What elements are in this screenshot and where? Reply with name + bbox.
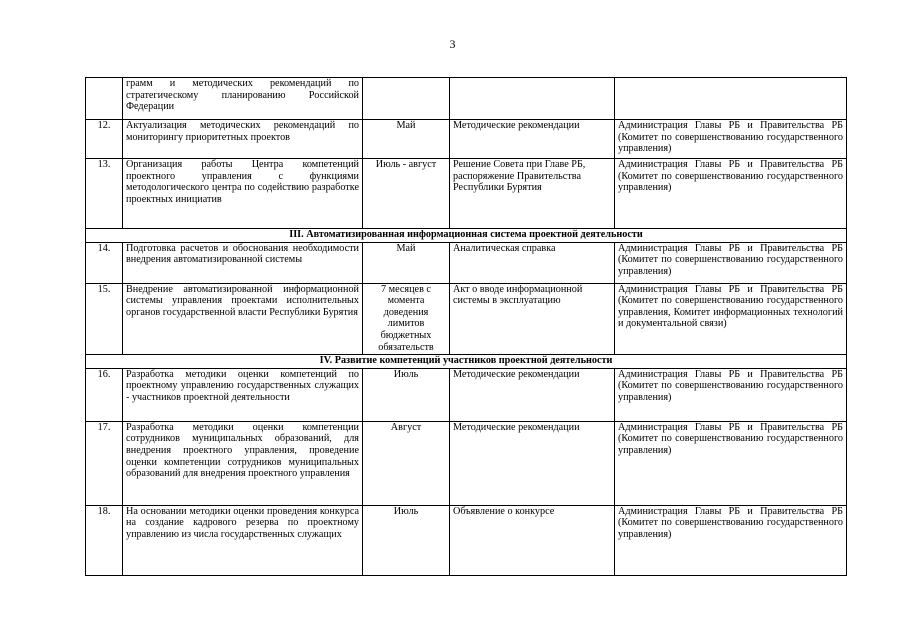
row-number: 15. xyxy=(86,283,123,355)
table-row xyxy=(86,242,847,283)
action-plan-table xyxy=(85,77,847,576)
term-cell: Май xyxy=(363,120,450,159)
row-number: 14. xyxy=(86,242,123,283)
responsible-cell xyxy=(615,78,847,120)
activity-cell: грамм и методических рекомендаций по стратегическому планированию Российской Федерации xyxy=(123,78,363,120)
term-cell xyxy=(363,78,450,120)
term-cell: Август xyxy=(363,421,450,505)
term-cell: Июль xyxy=(363,368,450,421)
row-number: 17. xyxy=(86,421,123,505)
result-cell: Методические рекомендации xyxy=(450,368,615,421)
section-title: III. Автоматизированная информационная система проектной деятельности xyxy=(86,229,847,243)
responsible-cell: Администрация Главы РБ и Правительства РБ (Комитет по совершенствованию государственного управления) xyxy=(615,159,847,229)
activity-cell: Разработка методики оценки компетенций по проектному управлению государственных служащих - участников проектной деятельности xyxy=(123,368,363,421)
term-cell: Май xyxy=(363,242,450,283)
responsible-cell: Администрация Главы РБ и Правительства РБ (Комитет по совершенствованию государственного управления, Комитет информационных технологий и документальной связи) xyxy=(615,283,847,355)
responsible-cell: Администрация Главы РБ и Правительства РБ (Комитет по совершенствованию государственного управления) xyxy=(615,421,847,505)
result-cell: Акт о вводе информационной системы в эксплуатацию xyxy=(450,283,615,355)
result-cell: Аналитическая справка xyxy=(450,242,615,283)
activity-cell: Актуализация методических рекомендаций по мониторингу приоритетных проектов xyxy=(123,120,363,159)
responsible-cell: Администрация Главы РБ и Правительства РБ (Комитет по совершенствованию государственного управления) xyxy=(615,242,847,283)
activity-cell: Организация работы Центра компетенций проектного управления с функциями методологического центра по содействию разработке проектных инициатив xyxy=(123,159,363,229)
table-row xyxy=(86,283,847,355)
row-number: 16. xyxy=(86,368,123,421)
responsible-cell: Администрация Главы РБ и Правительства РБ (Комитет по совершенствованию государственного управления) xyxy=(615,505,847,575)
result-cell: Методические рекомендации xyxy=(450,120,615,159)
table-row xyxy=(86,159,847,229)
section-title: IV. Развитие компетенций участников проектной деятельности xyxy=(86,355,847,369)
table-row xyxy=(86,120,847,159)
term-cell: Июль - август xyxy=(363,159,450,229)
table-row xyxy=(86,421,847,505)
activity-cell: Подготовка расчетов и обоснования необходимости внедрения автоматизированной системы xyxy=(123,242,363,283)
responsible-cell: Администрация Главы РБ и Правительства РБ (Комитет по совершенствованию государственного управления) xyxy=(615,368,847,421)
responsible-cell: Администрация Главы РБ и Правительства РБ (Комитет по совершенствованию государственного управления) xyxy=(615,120,847,159)
activity-cell: Внедрение автоматизированной информационной системы управления проектами исполнительных органов государственной власти Республики Бурятия xyxy=(123,283,363,355)
result-cell: Методические рекомендации xyxy=(450,421,615,505)
result-cell: Объявление о конкурсе xyxy=(450,505,615,575)
row-number: 12. xyxy=(86,120,123,159)
section-header-row xyxy=(86,229,847,243)
term-cell: Июль xyxy=(363,505,450,575)
row-number xyxy=(86,78,123,120)
table-row xyxy=(86,368,847,421)
activity-cell: Разработка методики оценки компетенции сотрудников муниципальных образований, для внедрения проектного управления, проведение оценки компетенции сотрудников муниципальных образований для внедрения проектного управления xyxy=(123,421,363,505)
result-cell: Решение Совета при Главе РБ, распоряжение Правительства Республики Бурятия xyxy=(450,159,615,229)
table-row xyxy=(86,505,847,575)
activity-cell: На основании методики оценки проведения конкурса на создание кадрового резерва по проектному управлению из числа государственных служащих xyxy=(123,505,363,575)
page-number: 3 xyxy=(449,37,456,51)
table-row xyxy=(86,78,847,120)
term-cell: 7 месяцев с момента доведения лимитов бюджетных обязательств xyxy=(363,283,450,355)
result-cell xyxy=(450,78,615,120)
section-header-row xyxy=(86,355,847,369)
row-number: 13. xyxy=(86,159,123,229)
row-number: 18. xyxy=(86,505,123,575)
